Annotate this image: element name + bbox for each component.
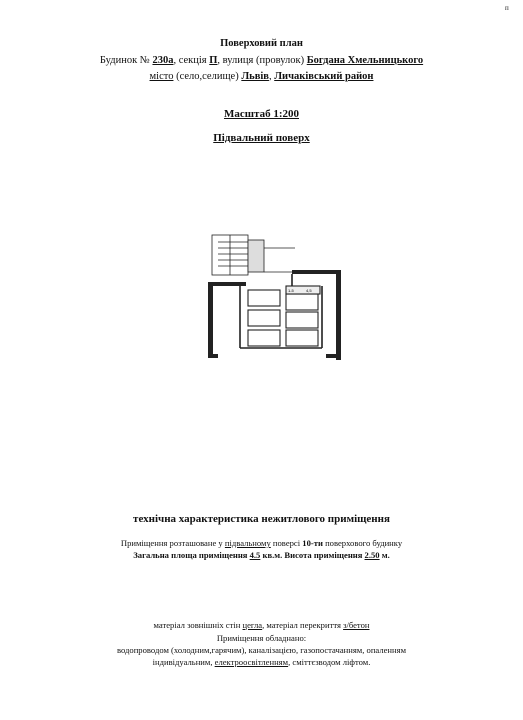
room-area-label: 4,5: [306, 288, 312, 293]
scale-label: Масштаб 1:200: [223, 108, 299, 120]
section-number: П: [209, 55, 218, 66]
house-number: 230а: [152, 55, 174, 66]
stair-block: [212, 235, 295, 275]
address-text: Будинок №: [99, 55, 153, 66]
electric-supply: електроосвітленням: [214, 657, 289, 667]
corner-mark: п: [505, 4, 509, 12]
floors-count: 10-ти: [302, 538, 323, 548]
address-line-1: [0, 55, 523, 66]
address-text: ,: [268, 71, 275, 82]
char-text: м.: [379, 550, 390, 560]
characteristics-line-2: [0, 550, 523, 560]
floor-plan: [200, 230, 360, 380]
address-text: (село,селище): [173, 71, 242, 82]
city-word: місто: [149, 71, 174, 82]
materials-line-4: [0, 657, 523, 667]
wall-material: цегла: [242, 620, 263, 630]
mat-text: матеріал зовнішніх стін: [153, 620, 243, 630]
wall-right: [336, 270, 341, 360]
address-text: , вулиця (провулок): [217, 55, 307, 66]
city-name: Львів: [241, 71, 269, 82]
mat-text: , сміттєзводом ліфтом.: [288, 657, 371, 667]
floor-type: підвальному: [224, 538, 271, 548]
district-name: Личаківський район: [274, 71, 374, 82]
cell: [248, 310, 280, 326]
cell: [286, 294, 318, 310]
height-value: 2.50: [364, 550, 380, 560]
materials-line-3: водопроводом (холодним,гарячим), каналізацією, газопостачанням, опаленням: [116, 645, 407, 655]
characteristics-title: технічна характеристика нежитлового приміщення: [133, 513, 390, 525]
street-name: Богдана Хмельницького: [306, 55, 424, 66]
cell: [248, 330, 280, 346]
area-value: 4.5: [249, 550, 261, 560]
cell: [286, 312, 318, 328]
wall-bottom-left: [208, 354, 218, 358]
storage-cells: [248, 286, 320, 346]
interior-partitions: [240, 274, 322, 348]
slab-material: з/бетон: [343, 620, 370, 630]
document-title: Поверховий план: [220, 38, 303, 49]
char-text: кв.м. Висота приміщення: [260, 550, 365, 560]
stair-shade: [248, 240, 264, 272]
address-text: , секція: [173, 55, 210, 66]
char-text: Загальна площа приміщення: [133, 550, 250, 560]
characteristics-line-1: [0, 538, 523, 548]
room-label: 1-5: [288, 288, 294, 293]
materials-line-1: [0, 620, 523, 630]
cell: [286, 330, 318, 346]
mat-text: , матеріал перекриття: [262, 620, 344, 630]
char-text: Приміщення розташоване у: [120, 538, 225, 548]
wall-top-left: [208, 282, 246, 286]
address-line-2: [0, 71, 523, 82]
mat-text: індивідуальним,: [152, 657, 215, 667]
wall-top-right: [292, 270, 340, 274]
wall-left: [208, 282, 213, 357]
wall-bottom-right: [326, 354, 340, 358]
floor-name: Підвальний поверх: [213, 132, 310, 144]
cell: [248, 290, 280, 306]
char-text: поверхового будинку: [322, 538, 403, 548]
materials-line-2: Приміщення обладнано:: [216, 633, 307, 643]
char-text: поверсі: [270, 538, 303, 548]
